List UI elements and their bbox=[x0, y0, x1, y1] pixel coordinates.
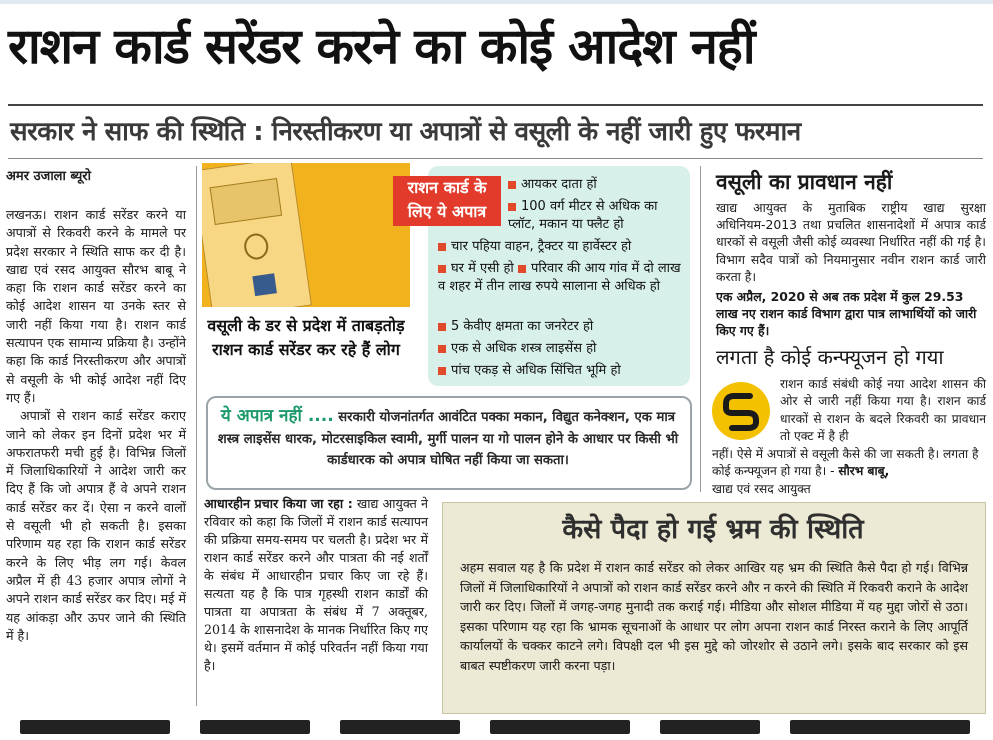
list-item: 100 वर्ग मीटर से अधिक का प्लॉट, मकान या फ्लैट हो bbox=[508, 199, 658, 232]
campaign-story bbox=[204, 495, 428, 675]
ineligible-tag: राशन कार्ड के लिए ये अपात्र bbox=[393, 176, 501, 226]
bullet-icon bbox=[438, 345, 446, 353]
main-story bbox=[6, 206, 186, 645]
bullet-icon bbox=[438, 265, 446, 273]
list-item: पांच एकड़ से अधिक सिंचित भूमि हो bbox=[438, 362, 686, 380]
amar-ujala-logo-icon bbox=[712, 382, 770, 440]
quote-author: सौरभ बाबू, bbox=[838, 464, 890, 479]
headline-rule bbox=[8, 104, 983, 106]
photo-caption: वसूली के डर से प्रदेश में ताबड़तोड़ राशन कार्ड सरेंडर कर रहे हैं लोग bbox=[207, 316, 405, 359]
confusion-quote-b: नहीं। ऐसे में अपात्रों से वसूली कैसे की जा सकती है। लगता है कोई कन्फ्यूजन हो गया है। - सौरभ बाबू, खाद्य एवं रसद आयुक्त bbox=[712, 447, 979, 496]
byline: अमर उजाला ब्यूरो bbox=[6, 169, 91, 184]
column-divider bbox=[196, 166, 197, 706]
bullet-icon bbox=[508, 203, 516, 211]
bullet-icon bbox=[438, 243, 446, 251]
campaign-story-text: खाद्य आयुक्त ने रविवार को कहा कि जिलों में राशन कार्ड सत्यापन की प्रक्रिया समय-समय पर चलती है। प्रदेश भर में राशन कार्ड सरेंडर करने और पात्रता की नई शर्तों के संबंध में आधारहीन प्रचार किए जा रहे हैं। सत्यता यह है कि पात्र गृहस्थी राशन कार्डों की पात्रता या अपात्रता के संबंध में 7 अक्तूबर, 2014 के शासनादेश के मानक निर्धारित किए गए थे। इसमें वर्तमान में कोई परिवर्तन नहीं किया गया है। bbox=[204, 496, 428, 673]
main-story-para-1: लखनऊ। राशन कार्ड सरेंडर करने या अपात्रों से रिकवरी करने के मामले पर प्रदेश सरकार ने स्थिति साफ कर दी है। खाद्य एवं रसद आयुक्त सौरभ बाबू ने कहा कि राशन कार्ड सरेंडर करने का कोई आदेश शासन या उनके स्तर से जारी नहीं किया गया है। राशन कार्ड सत्यापन एक सामान्य प्रक्रिया है। उन्होंने कहा कि कार्ड निरस्तीकरण और अपात्रों से वसूली के भी कोई आदेश नहीं दिए गए हैं। bbox=[6, 207, 186, 405]
bullet-icon bbox=[438, 367, 446, 375]
confusion-heading: लगता है कोई कन्फ्यूजन हो गया bbox=[716, 345, 944, 369]
list-item: चार पहिया वाहन, ट्रैक्टर या हार्वेस्टर हो bbox=[438, 238, 686, 256]
right-column-divider bbox=[700, 166, 701, 492]
sub-headline: सरकार ने साफ की स्थिति : निरस्तीकरण या अपात्रों से वसूली के नहीं जारी हुए फरमान bbox=[10, 117, 801, 147]
main-story-para-2: अपात्रों से राशन कार्ड सरेंडर कराए जाने को लेकर इन दिनों प्रदेश भर में अफरातफरी मची हुई है। विभिन्न जिलों में जिलाधिकारियों ने आदेश जारी कर दिए हैं कि जो अपात्र हैं वे अपने राशन कार्ड सरेंडर कर दें। ऐसा न करने वालों से वसूली भी हो सकती है। इसका परिणाम यह रहा कि राशन कार्ड सरेंडर करने के लिए भीड़ लग गई। केवल अप्रैल में ही 43 हजार अपात्र लोगों ने अपने राशन कार्ड सरेंडर कर दिए। मई में यह आंकड़ा और ऊपर जाने की स्थिति में है। bbox=[6, 408, 186, 643]
campaign-story-lead: आधारहीन प्रचार किया जा रहा : bbox=[204, 496, 353, 511]
ration-card-photo bbox=[202, 163, 410, 307]
list-item: आयकर दाता हों bbox=[508, 176, 688, 194]
confusion-quote-a: राशन कार्ड संबंधी कोई नया आदेश शासन की ओर से जारी नहीं किया गया है। राशन कार्ड धारकों से राशन के बदले रिकवरी का प्रावधान तो एक्ट में है ही bbox=[780, 377, 986, 444]
no-recovery-heading: वसूली का प्रावधान नहीं bbox=[716, 170, 893, 194]
bullet-icon bbox=[508, 181, 516, 189]
subhead-rule bbox=[8, 158, 983, 159]
top-color-bar bbox=[0, 0, 993, 4]
list-item: एक से अधिक शस्त्र लाइसेंस हो bbox=[438, 340, 686, 358]
list-item: घर में एसी हो परिवार की आय गांव में दो लाख व शहर में तीन लाख रुपये सालाना से अधिक हो bbox=[438, 261, 681, 294]
ration-card-image bbox=[202, 163, 312, 307]
not-ineligible-text: ये अपात्र नहीं .... सरकारी योजनांतर्गत आवंटित पक्का मकान, विद्युत कनेक्शन, एक मात्र शस्त्र लाइसेंस धारक, मोटरसाइकिल स्वामी, मुर्गी पालन या गो पालन होने के आधार पर किसी भी कार्डधारक को अपात्र घोषित नहीं किया जा सकता। bbox=[217, 406, 679, 469]
confusion-box-title: कैसे पैदा हो गई भ्रम की स्थिति bbox=[562, 514, 864, 545]
bullet-icon bbox=[518, 265, 526, 273]
list-item: 5 केवीए क्षमता का जनरेटर हो bbox=[438, 318, 686, 336]
no-recovery-text: खाद्य आयुक्त के मुताबिक राष्ट्रीय खाद्य सुरक्षा अधिनियम-2013 तथा प्रचलित शासनादेशों में अपात्र कार्ड धारकों से वसूली जैसी कोई व्यवस्था निर्धारित नहीं की गई है। विभाग सदैव पात्रों को नियमानुसार नवीन राशन कार्ड जारी करता है। bbox=[716, 200, 986, 284]
next-headline-cutoff bbox=[0, 720, 993, 740]
not-ineligible-title: ये अपात्र नहीं .... bbox=[220, 406, 334, 426]
quote-designation: खाद्य एवं रसद आयुक्त bbox=[712, 481, 811, 496]
page-headline: राशन कार्ड सरेंडर करने का कोई आदेश नहीं bbox=[8, 18, 755, 75]
confusion-box-text: अहम सवाल यह है कि प्रदेश में राशन कार्ड सरेंडर को लेकर आखिर यह भ्रम की स्थिति कैसे पैदा हो गई। विभिन्न जिलों में जिलाधिकारियों ने अपात्रों को राशन कार्ड सरेंडर करने और न करने की स्थिति में रिकवरी कराने के आदेश जारी कर दिए। जिलों में जगह-जगह मुनादी तक कराई गई। मीडिया और सोशल मीडिया में यह मुद्दा जोरों से उठा। इसका परिणाम यह रहा कि भ्रामक सूचनाओं के आधार पर लोग अपना राशन कार्ड निरस्त कराने के लिए आपूर्ति कार्यालयों के चक्कर काटने लगे। विपक्षी दल भी इस मुद्दे को जोरशोर से उठाने लगे। इसके बाद सरकार को इस बाबत स्पष्टीकरण जारी करना पड़ा। bbox=[460, 560, 968, 673]
bullet-icon bbox=[438, 323, 446, 331]
no-recovery-stat: एक अप्रैल, 2020 से अब तक प्रदेश में कुल 29.53 लाख नए राशन कार्ड विभाग द्वारा पात्र लाभार्थियों को जारी किए गए हैं। bbox=[716, 289, 977, 339]
